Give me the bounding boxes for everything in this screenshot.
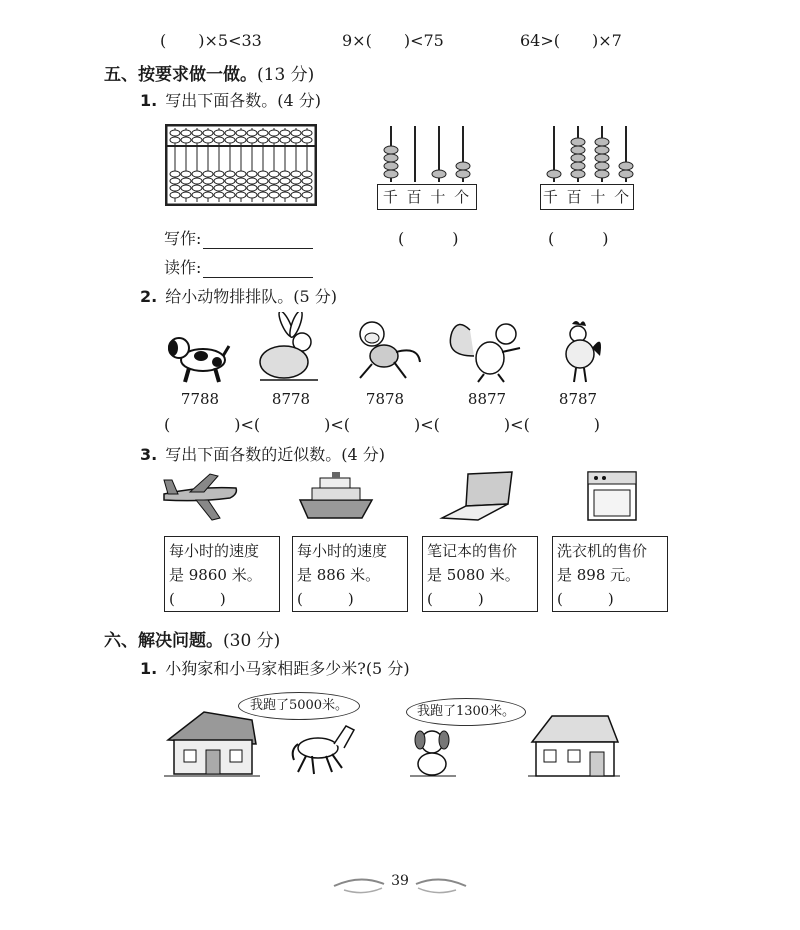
puppy-icon [406, 726, 460, 778]
frame-1-answer-blank[interactable]: ( ) [398, 229, 459, 248]
animal-value-5: 8787 [558, 390, 598, 408]
frame-2-answer-blank[interactable]: ( ) [548, 229, 609, 248]
section-5-points: (13 分) [257, 65, 315, 85]
washing-machine-icon [584, 468, 640, 524]
dog-icon [165, 328, 233, 386]
horse-speech-bubble: 我跑了5000米。 [238, 692, 360, 720]
read-label: 读作: [164, 258, 202, 277]
counting-frame-2-icon [540, 124, 640, 184]
card-3-answer-blank[interactable]: ( ) [427, 590, 484, 608]
approximation-card-3 [422, 536, 538, 612]
question-1 [140, 88, 321, 111]
animal-value-2: 8778 [271, 390, 311, 408]
card-2-line-1: 每小时的速度 [297, 542, 388, 560]
question-3 [140, 442, 385, 465]
write-answer-row [164, 226, 313, 249]
animal-value-4: 8877 [467, 390, 507, 408]
house-left-icon [164, 706, 260, 780]
dog-speech-bubble: 我跑了1300米。 [406, 698, 526, 726]
page-number: 39 [391, 873, 409, 889]
animal-value-1: 7788 [180, 390, 220, 408]
laptop-icon [438, 470, 516, 522]
inequality-1: ( )×5<33 [160, 31, 262, 50]
animal-value-3: 7878 [365, 390, 405, 408]
card-2-line-2: 是 886 米。 [297, 566, 381, 584]
write-label: 写作: [164, 229, 202, 248]
inequality-2: 9×( )<75 [342, 31, 444, 50]
rooster-icon [554, 318, 606, 386]
rabbit-icon [256, 312, 324, 386]
question-4-number: 1. [140, 659, 158, 678]
section-5-title: 五、按要求做一做。 [104, 65, 257, 85]
section-6-heading [104, 626, 280, 651]
inequality-3: 64>( )×7 [520, 31, 622, 50]
section-5-heading [104, 60, 314, 85]
question-2 [140, 284, 337, 307]
question-4 [140, 656, 410, 679]
question-1-points: (4 分) [277, 91, 321, 110]
write-answer-line[interactable] [203, 234, 313, 249]
house-right-icon [528, 712, 620, 780]
abacus-icon [165, 124, 317, 206]
card-3-line-2: 是 5080 米。 [427, 566, 520, 584]
approximation-card-2 [292, 536, 408, 612]
card-1-line-2: 是 9860 米。 [169, 566, 262, 584]
place-value-labels-1: 千 百 十 个 [377, 184, 477, 210]
question-2-points: (5 分) [293, 287, 337, 306]
question-1-number: 1. [140, 91, 158, 110]
section-6-points: (30 分) [223, 631, 281, 651]
squirrel-icon [444, 316, 532, 386]
card-3-line-1: 笔记本的售价 [427, 542, 518, 560]
horse-icon [288, 720, 358, 776]
ordering-blanks[interactable]: ( )<( )<( )<( )<( ) [164, 415, 601, 434]
card-1-answer-blank[interactable]: ( ) [169, 590, 226, 608]
read-answer-row [164, 255, 313, 278]
question-4-points: (5 分) [365, 659, 410, 678]
section-6-title: 六、解决问题。 [104, 631, 223, 651]
question-3-text: 写出下面各数的近似数。 [165, 445, 342, 464]
question-2-text: 给小动物排排队。 [165, 287, 294, 306]
question-4-text: 小狗家和小马家相距多少米? [165, 659, 366, 678]
question-1-text: 写出下面各数。 [165, 91, 278, 110]
card-1-line-1: 每小时的速度 [169, 542, 260, 560]
question-2-number: 2. [140, 287, 158, 306]
question-3-points: (4 分) [341, 445, 385, 464]
counting-frame-1-icon [377, 124, 477, 184]
card-4-line-1: 洗衣机的售价 [557, 542, 648, 560]
read-answer-line[interactable] [203, 263, 313, 278]
airplane-icon [160, 470, 240, 522]
card-2-answer-blank[interactable]: ( ) [297, 590, 354, 608]
monkey-icon [348, 318, 424, 384]
card-4-line-2: 是 898 元。 [557, 566, 641, 584]
place-value-labels-2: 千 百 十 个 [540, 184, 634, 210]
question-3-number: 3. [140, 445, 158, 464]
card-4-answer-blank[interactable]: ( ) [557, 590, 614, 608]
ship-icon [298, 470, 374, 522]
approximation-card-4 [552, 536, 668, 612]
approximation-card-1 [164, 536, 280, 612]
